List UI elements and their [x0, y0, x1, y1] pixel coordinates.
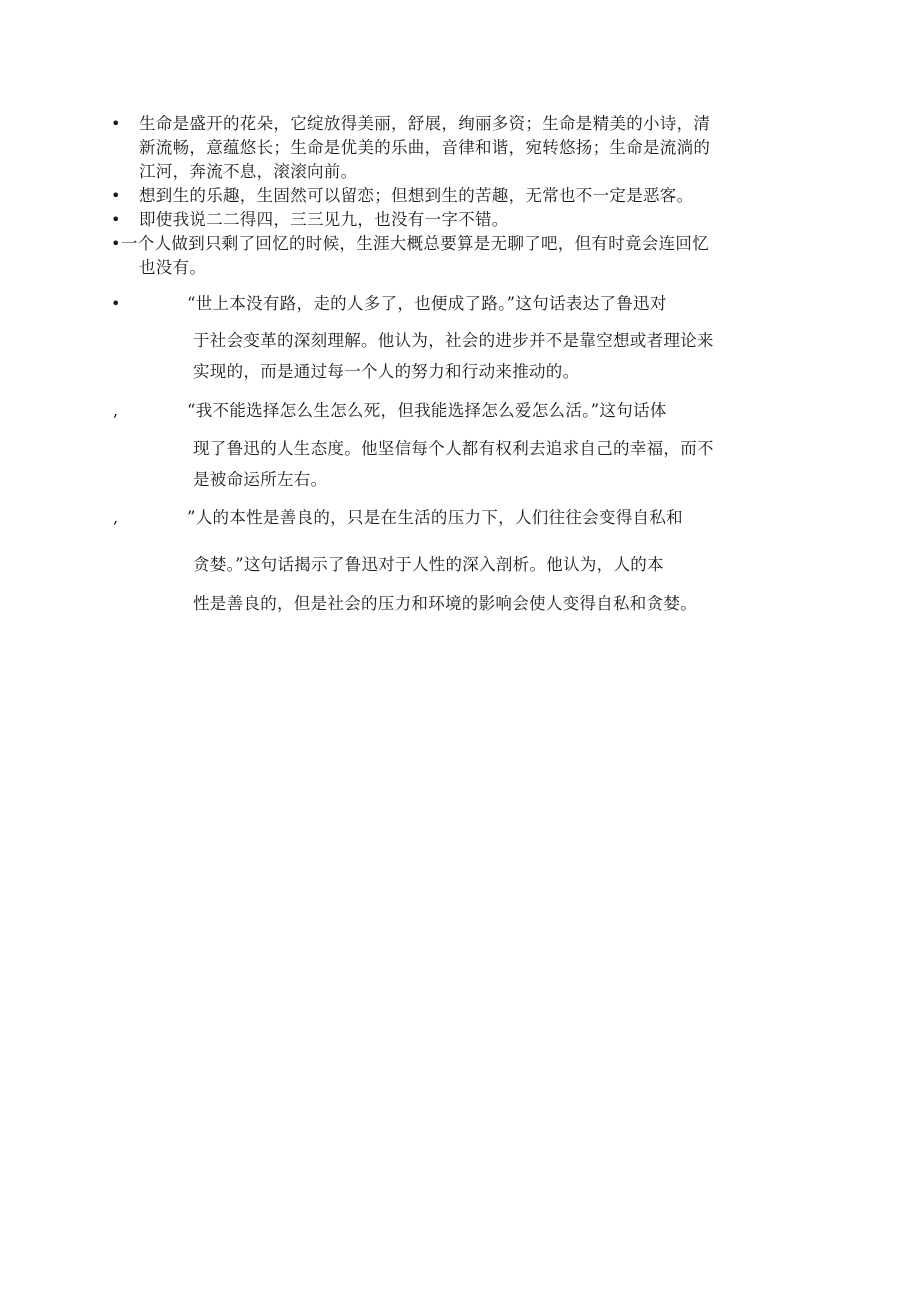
bullet-marker: •	[111, 294, 121, 313]
item-6-line-2: 现了鲁迅的人生态度。他坚信每个人都有权利去追求自己的幸福，而不	[193, 439, 714, 458]
bullet-marker: •	[111, 114, 121, 133]
item-4-line-2: 也没有。	[139, 258, 207, 277]
comma-marker: ,	[113, 508, 119, 527]
item-1-line-1: 生命是盛开的花朵，它绽放得美丽，舒展，绚丽多资；生命是精美的小诗，清	[139, 114, 711, 133]
item-1-line-2: 新流畅，意蕴悠长；生命是优美的乐曲，音律和谐，宛转悠扬；生命是流淌的	[139, 138, 711, 157]
item-4-line-1: 一个人做到只剩了回忆的时候，生涯大概总要算是无聊了吧，但有时竟会连回忆	[121, 234, 709, 253]
item-5-line-3: 实现的，而是通过每一个人的努力和行动来推动的。	[193, 362, 580, 381]
item-3-line-1: 即使我说二二得四，三三见九，也没有一字不错。	[139, 210, 509, 229]
item-1-line-3: 江河，奔流不息，滚滚向前。	[139, 162, 358, 181]
item-7-line-1: ”人的本性是善良的，只是在生活的压力下，人们往往会变得自私和	[187, 508, 683, 527]
item-5-line-2: 于社会变革的深刻理解。他认为，社会的进步并不是靠空想或者理论来	[193, 331, 714, 350]
item-5-line-1: “世上本没有路，走的人多了，也便成了路。”这句话表达了鲁迅对	[187, 294, 667, 313]
item-7-line-3: 性是善良的，但是社会的压力和环境的影响会使人变得自私和贪婪。	[193, 594, 697, 613]
bullet-marker: •	[111, 234, 121, 253]
item-7-line-2: 贪婪。”这句话揭示了鲁迅对于人性的深入剖析。他认为，人的本	[193, 555, 664, 574]
item-6-line-1: “我不能选择怎么生怎么死，但我能选择怎么爱怎么活。”这句话体	[187, 401, 667, 420]
item-2-line-1: 想到生的乐趣，生固然可以留恋；但想到生的苦趣，无常也不一定是恶客。	[139, 186, 694, 205]
bullet-marker: •	[111, 186, 121, 205]
comma-marker: ,	[113, 401, 119, 420]
bullet-marker: •	[111, 210, 121, 229]
item-6-line-3: 是被命运所左右。	[193, 470, 328, 489]
